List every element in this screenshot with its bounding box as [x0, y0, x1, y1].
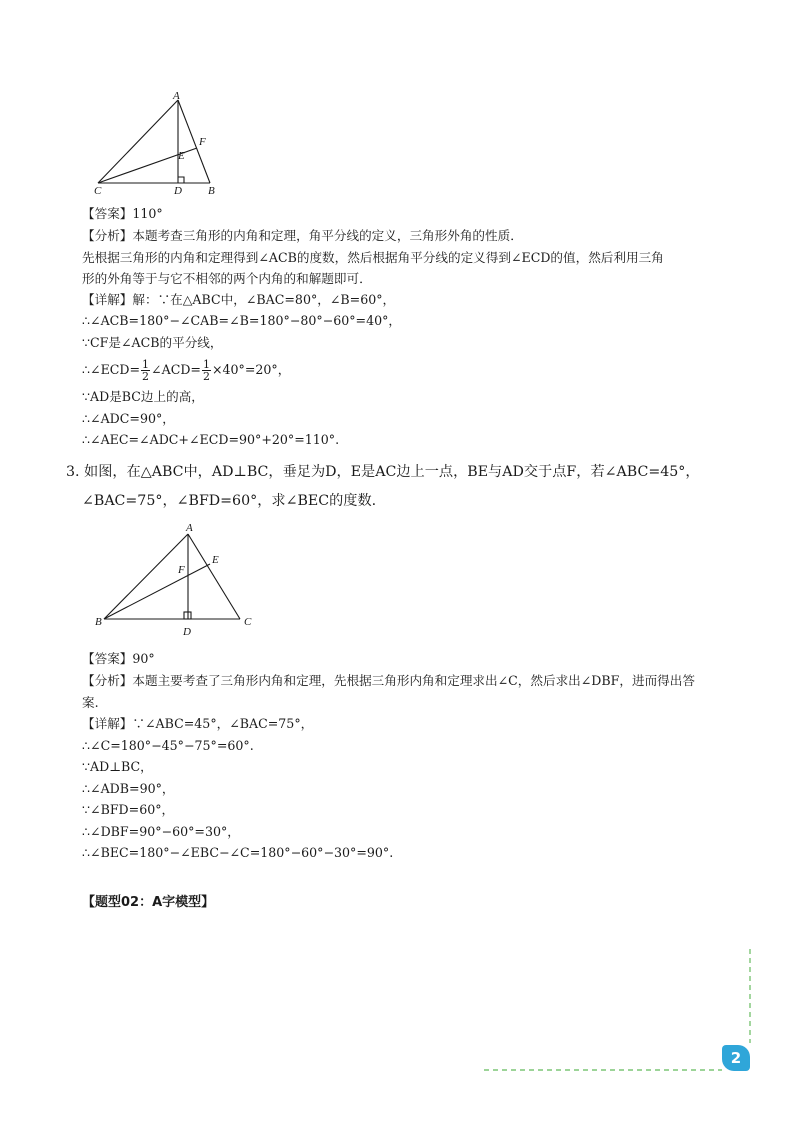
page-number-badge: 2: [722, 1045, 750, 1071]
detail-2-line4: [82, 359, 290, 382]
detail-3-line5: ∵∠BFD=60°，: [82, 802, 175, 817]
detail-3-line2: ∴∠C=180°−45°−75°=60°.: [82, 738, 254, 753]
detail-2-line1: 【详解】解：∵在△ABC中，∠BAC=80°，∠B=60°，: [82, 292, 396, 307]
label-A: A: [173, 90, 180, 102]
label-B: B: [95, 616, 102, 628]
detail-3-line3: ∵AD⊥BC，: [82, 759, 153, 774]
label-E: E: [178, 150, 185, 162]
label-D: D: [183, 626, 191, 638]
analysis-3-line1: 【分析】本题主要考查了三角形内角和定理，先根据三角形内角和定理求出∠C，然后求出∠DBF，进而得出答: [82, 673, 695, 688]
detail-2-line5: ∵AD是BC边上的高，: [82, 389, 204, 404]
analysis-2-line2: 先根据三角形的内角和定理得到∠ACB的度数，然后根据角平分线的定义得到∠ECD的值，然后利用三角: [82, 250, 664, 265]
detail-2-line3: ∵CF是∠ACB的平分线，: [82, 335, 223, 350]
fraction-half-2: $\frac{1}{2}$: [202, 358, 210, 383]
question-3-line1: 3. 如图，在△ABC中，AD⊥BC，垂足为D，E是AC边上一点，BE与AD交于点F，若∠ABC=45°，: [66, 464, 700, 480]
page-corner-dashes: [480, 945, 760, 1080]
detail-2-line4-c: ×40°=20°，: [211, 362, 291, 377]
label-F: F: [178, 564, 185, 576]
question-3-line2: ∠BAC=75°，∠BFD=60°，求∠BEC的度数.: [82, 493, 377, 509]
detail-3-line1: 【详解】∵∠ABC=45°，∠BAC=75°，: [82, 716, 314, 731]
triangle-figure-1: [88, 90, 228, 198]
detail-2-line2: ∴∠ACB=180°−∠CAB=∠B=180°−80°−60°=40°，: [82, 313, 401, 328]
label-F: F: [199, 136, 206, 148]
label-E: E: [212, 554, 219, 566]
label-C: C: [94, 185, 102, 197]
fraction-half-1: $\frac{1}{2}$: [142, 358, 150, 383]
analysis-2-line3: 形的外角等于与它不相邻的两个内角的和解题即可．: [82, 271, 372, 286]
detail-3-line6: ∴∠DBF=90°−60°=30°，: [82, 824, 240, 839]
detail-3-line7: ∴∠BEC=180°−∠EBC−∠C=180°−60°−30°=90°.: [82, 845, 394, 860]
answer-3: 【答案】90°: [82, 651, 155, 666]
triangle-figure-2: [92, 518, 262, 642]
detail-2-line4-a: ∴∠ECD=: [82, 362, 141, 377]
section-title: 【题型02：A字模型】: [82, 895, 215, 910]
answer-2: 【答案】110°: [82, 206, 163, 221]
label-A: A: [186, 522, 193, 534]
label-C: C: [244, 616, 252, 628]
detail-2-line7: ∴∠AEC=∠ADC+∠ECD=90°+20°=110°.: [82, 432, 340, 447]
label-D: D: [174, 185, 182, 197]
detail-2-line4-b: ∠ACD=: [151, 362, 201, 377]
label-B: B: [208, 185, 215, 197]
detail-2-line6: ∴∠ADC=90°，: [82, 411, 175, 426]
detail-3-line4: ∴∠ADB=90°，: [82, 781, 175, 796]
analysis-2-line1: 【分析】本题考查三角形的内角和定理，角平分线的定义，三角形外角的性质．: [82, 228, 523, 243]
analysis-3-line2: 案.: [82, 695, 99, 710]
